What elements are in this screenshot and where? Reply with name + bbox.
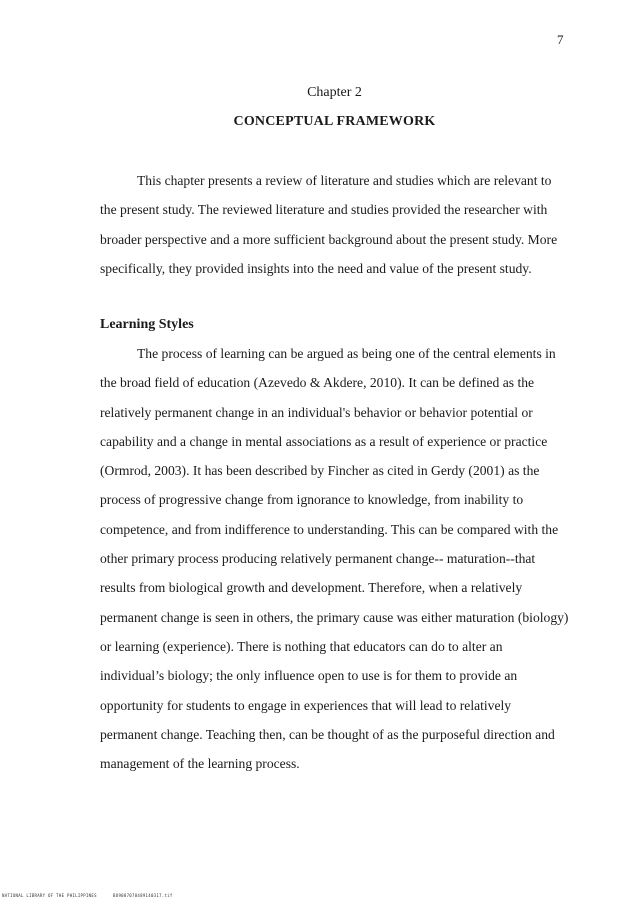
intro-paragraph-text: This chapter presents a review of literature and studies which are relevant to the present study. The reviewed literature and studies provided the researcher with broader perspective and a more sufficient background about the present study. More specifically, they provided insights into the need and value of the present study.: [100, 173, 558, 276]
section-paragraph: [100, 339, 570, 778]
footer-code: BO9087078489140317.tif: [113, 893, 173, 898]
section-heading: Learning Styles: [100, 317, 194, 332]
chapter-label: Chapter 2: [307, 85, 362, 100]
scan-footer-stamp: [2, 893, 173, 898]
chapter-title: CONCEPTUAL FRAMEWORK: [233, 114, 436, 129]
page-number: 7: [557, 32, 564, 47]
section-paragraph-text: The process of learning can be argued as being one of the central elements in the broad field of education (Azevedo & Akdere, 2010). It can be defined as the relatively permanent change in an individual's behavior or behavior potential or capability and a change in mental associations as a result of experience or practice (Ormrod, 2003). It has been described by Fincher as cited in Gerdy (2001) as the process of progressive change from ignorance to knowledge, from inability to competence, and from indifference to understanding. This can be compared with the other primary process producing relatively permanent change-- maturation--that results from biological growth and development. Therefore, when a relatively permanent change is seen in others, the primary cause was either maturation (biology) or learning (experience). There is nothing that educators can do to alter an individual’s biology; the only influence open to use is for them to provide an opportunity for students to engage in experiences that will lead to relatively permanent change. Teaching then, can be thought of as the purposeful direction and management of the learning process.: [100, 346, 569, 772]
footer-library: NATIONAL LIBRARY OF THE PHILIPPINES: [2, 893, 97, 898]
intro-paragraph: [100, 166, 570, 283]
